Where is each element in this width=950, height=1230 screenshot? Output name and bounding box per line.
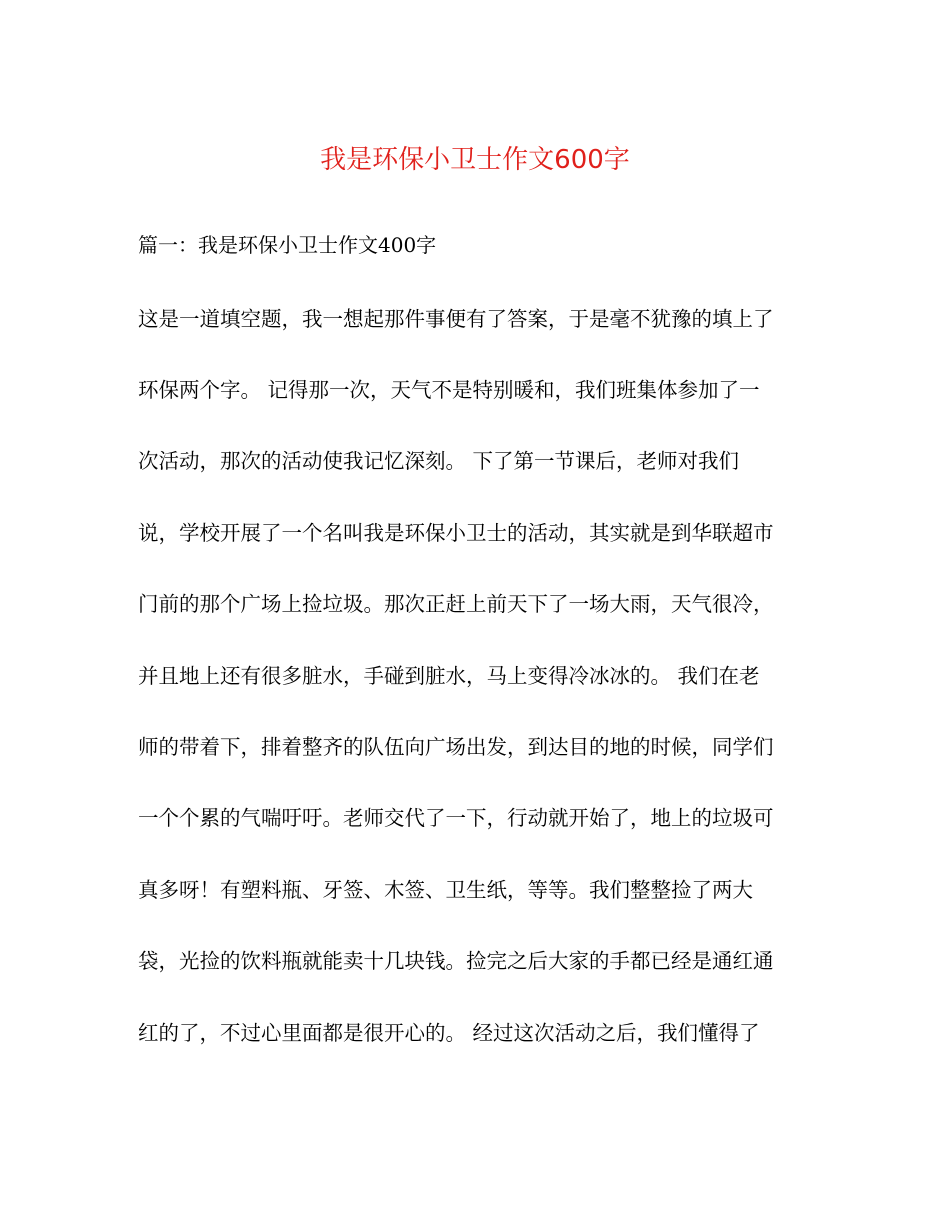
- body-line: 师的带着下，排着整齐的队伍向广场出发，到达目的地的时候，同学们: [138, 735, 774, 759]
- body-line: 门前的那个广场上捡垃圾。那次正赶上前天下了一场大雨，天气很冷，: [138, 592, 774, 616]
- body-line: 次活动，那次的活动使我记忆深刻。 下了第一节课后，老师对我们: [138, 449, 740, 473]
- body-line: 这是一道填空题，我一想起那件事便有了答案，于是毫不犹豫的填上了: [138, 307, 774, 331]
- body-line: 说，学校开展了一个名叫我是环保小卫士的活动，其实就是到华联超市: [138, 521, 774, 545]
- body-line: 红的了，不过心里面都是很开心的。 经过这次活动之后，我们懂得了: [138, 1021, 760, 1045]
- body-line: 环保两个字。 记得那一次，天气不是特别暖和，我们班集体参加了一: [138, 378, 760, 402]
- section-heading: 篇一：我是环保小卫士作文400字: [138, 233, 437, 257]
- document-title: 我是环保小卫士作文600字: [320, 145, 630, 175]
- body-line: 袋，光捡的饮料瓶就能卖十几块钱。捡完之后大家的手都已经是通红通: [138, 949, 774, 973]
- body-line: 并且地上还有很多脏水，手碰到脏水，马上变得冷冰冰的。 我们在老: [138, 664, 760, 688]
- body-line: 真多呀！有塑料瓶、牙签、木签、卫生纸，等等。我们整整捡了两大: [138, 878, 753, 902]
- body-line: 一个个累的气喘吁吁。老师交代了一下，行动就开始了，地上的垃圾可: [138, 806, 774, 830]
